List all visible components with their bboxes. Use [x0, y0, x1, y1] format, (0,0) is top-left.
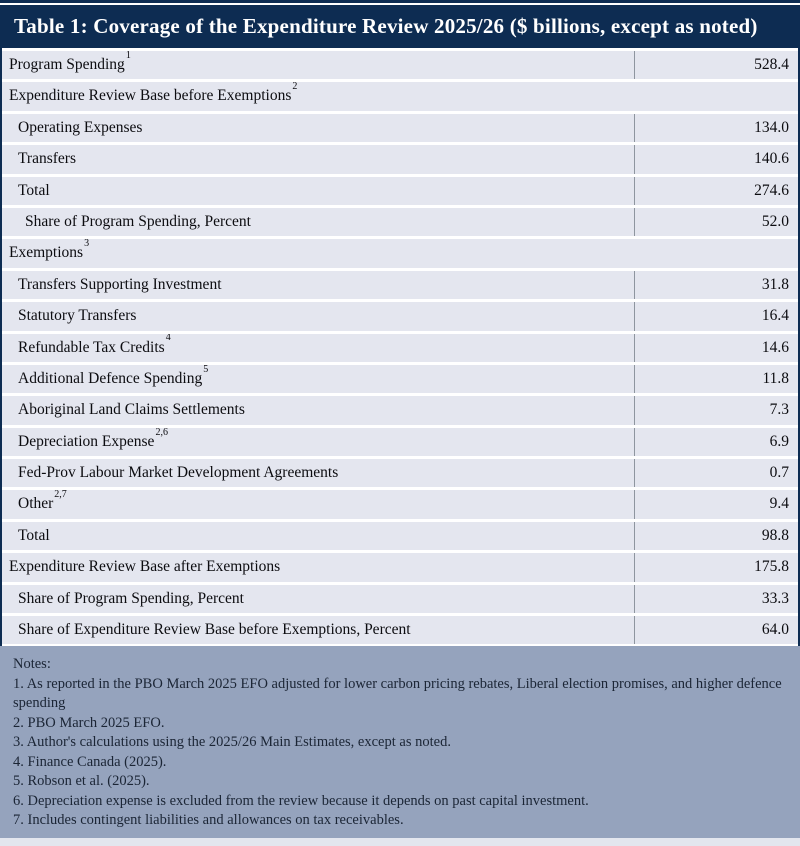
table-row	[2, 302, 798, 330]
row-label-text: Program Spending	[9, 56, 125, 73]
bottom-strip	[0, 838, 800, 846]
row-footnote-marker: 2,7	[54, 490, 67, 501]
row-footnote-marker: 4	[165, 333, 171, 344]
note-line: 6. Depreciation expense is excluded from the review because it depends on past capital investment.	[13, 792, 589, 809]
row-label-text: Operating Expenses	[18, 118, 143, 136]
row-label	[2, 114, 635, 142]
row-value: 9.4	[769, 495, 789, 513]
table-row	[2, 459, 798, 487]
table-row	[2, 585, 798, 613]
note-line: 7. Includes contingent liabilities and allowances on tax receivables.	[13, 812, 404, 829]
row-label	[2, 490, 635, 518]
table-row	[2, 82, 798, 110]
row-value: 6.9	[769, 432, 789, 450]
row-footnote-marker: 2	[292, 82, 298, 93]
row-value: 7.3	[769, 401, 789, 419]
row-label-text: Share of Expenditure Review Base before Exemptions, Percent	[18, 621, 411, 639]
row-value: 98.8	[761, 526, 789, 544]
table-body	[0, 48, 800, 646]
row-label	[2, 522, 635, 550]
table-row	[2, 208, 798, 236]
notes-heading: Notes:	[13, 656, 51, 673]
note-line: 5. Robson et al. (2025).	[13, 773, 150, 790]
row-label	[2, 396, 635, 424]
table-row	[2, 490, 798, 518]
note-line: 4. Finance Canada (2025).	[13, 753, 167, 770]
row-label	[2, 334, 635, 362]
row-value: 274.6	[754, 181, 789, 199]
notes-section	[0, 646, 800, 838]
row-label	[2, 271, 635, 299]
row-label-text: Depreciation Expense	[18, 432, 155, 450]
row-value: 64.0	[761, 621, 789, 639]
row-label-text: Other	[18, 495, 54, 513]
table-row	[2, 428, 798, 456]
row-label-text: Refundable Tax Credits	[18, 338, 165, 356]
row-label-text: Additional Defence Spending	[18, 369, 203, 387]
row-label-text: Total	[18, 181, 50, 199]
row-value: 134.0	[754, 118, 789, 136]
row-value: 528.4	[754, 56, 789, 73]
row-label	[2, 239, 798, 267]
row-label	[2, 553, 635, 581]
row-label	[2, 177, 635, 205]
table-row	[2, 177, 798, 205]
table-row	[2, 522, 798, 550]
row-value: 140.6	[754, 150, 789, 168]
row-label	[2, 585, 635, 613]
table-row	[2, 114, 798, 142]
row-label	[2, 302, 635, 330]
row-footnote-marker: 2,6	[155, 427, 168, 438]
row-value: 16.4	[761, 307, 789, 325]
row-label-text: Expenditure Review Base before Exemptions	[9, 87, 292, 105]
row-value: 52.0	[761, 212, 789, 230]
note-line: 2. PBO March 2025 EFO.	[13, 714, 165, 731]
note-line: 3. Author's calculations using the 2025/26 Main Estimates, except as noted.	[13, 734, 451, 751]
table-row	[2, 334, 798, 362]
row-label	[2, 616, 635, 644]
row-footnote-marker: 3	[84, 239, 90, 250]
row-label-text: Exemptions	[9, 244, 84, 262]
row-label	[2, 459, 635, 487]
row-footnote-marker: 1	[125, 51, 131, 61]
row-value: 11.8	[762, 369, 789, 387]
note-line: 1. As reported in the PBO March 2025 EFO adjusted for lower carbon pricing rebates, Liberal election promises, and higher defence spending	[13, 675, 782, 712]
row-value: 14.6	[761, 338, 789, 356]
row-label-text: Statutory Transfers	[18, 307, 137, 325]
table-row	[2, 616, 798, 644]
row-value: 0.7	[769, 464, 789, 482]
row-label-text: Expenditure Review Base after Exemptions	[9, 558, 281, 576]
table-row	[2, 271, 798, 299]
row-label	[2, 428, 635, 456]
row-label-text: Transfers Supporting Investment	[18, 275, 222, 293]
row-label	[2, 82, 798, 110]
row-label-text: Fed-Prov Labour Market Development Agreements	[18, 464, 339, 482]
row-value: 31.8	[761, 275, 789, 293]
row-label-text: Share of Program Spending, Percent	[18, 589, 244, 607]
row-label	[2, 365, 635, 393]
row-footnote-marker: 5	[203, 364, 209, 375]
row-value: 33.3	[761, 589, 789, 607]
table-title-bar	[0, 5, 800, 48]
row-label-text: Share of Program Spending, Percent	[25, 212, 251, 230]
table-row	[2, 396, 798, 424]
row-label	[2, 145, 635, 173]
table-row	[2, 145, 798, 173]
row-label-text: Aboriginal Land Claims Settlements	[18, 401, 245, 419]
table-row	[2, 239, 798, 267]
row-label-text: Total	[18, 526, 50, 544]
table-title: Table 1: Coverage of the Expenditure Review 2025/26 ($ billions, except as noted)	[14, 14, 758, 38]
table-row	[2, 365, 798, 393]
notes-lines	[13, 675, 787, 831]
table-row	[2, 51, 798, 79]
table-row	[2, 553, 798, 581]
table-rows	[2, 51, 798, 644]
row-label-text: Transfers	[18, 150, 76, 168]
row-value: 175.8	[754, 558, 789, 576]
row-label	[2, 51, 635, 79]
row-label	[2, 208, 635, 236]
